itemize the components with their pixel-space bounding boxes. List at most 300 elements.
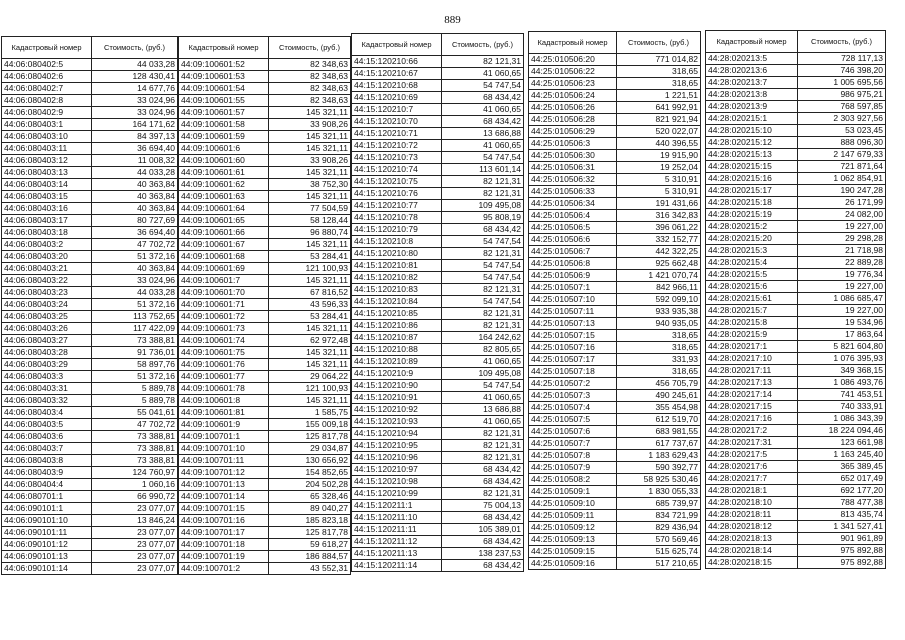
cadastral-number-cell: 44:28:020213:9 [706,101,798,113]
table-row [179,347,351,359]
table-row [179,251,351,263]
cadastral-number-cell: 44:25:010507:4 [529,402,617,414]
table-row [2,491,178,503]
cadastral-number-cell: 44:15:120210:87 [352,332,442,344]
cadastral-number-cell: 44:09:100601:55 [179,95,269,107]
cadastral-number-cell: 44:06:090101:13 [2,551,92,563]
table-row [2,107,178,119]
table-row [179,563,351,575]
cost-cell: 204 502,28 [269,479,351,491]
cadastral-number-cell: 44:09:100601:59 [179,131,269,143]
cadastral-number-cell: 44:09:100601:61 [179,167,269,179]
table-row [706,341,886,353]
table-row [529,54,701,66]
cadastral-number-cell: 44:15:120210:97 [352,464,442,476]
cadastral-number-cell: 44:25:010506:26 [529,102,617,114]
table-row [2,287,178,299]
cadastral-number-cell: 44:15:120210:67 [352,68,442,80]
cadastral-number-cell: 44:15:120210:98 [352,476,442,488]
cost-cell: 125 817,78 [269,527,351,539]
cadastral-number-cell: 44:06:080403:22 [2,275,92,287]
cadastral-number-cell: 44:25:010506:4 [529,210,617,222]
table-row [706,461,886,473]
cost-cell: 318,65 [617,342,701,354]
table-row [352,380,524,392]
cost-cell: 1 421 070,74 [617,270,701,282]
cost-cell: 89 040,27 [269,503,351,515]
cost-cell: 365 389,45 [798,461,886,473]
table-row [352,476,524,488]
table-row [529,438,701,450]
cost-cell: 73 388,81 [92,335,178,347]
cadastral-number-cell: 44:06:090101:12 [2,539,92,551]
table-row [179,539,351,551]
cadastral-number-cell: 44:25:010507:15 [529,330,617,342]
cadastral-number-cell: 44:15:120210:89 [352,356,442,368]
cadastral-number-cell: 44:09:100601:62 [179,179,269,191]
cadastral-number-cell: 44:06:080402:5 [2,59,92,71]
table-row [706,197,886,209]
table-row [706,137,886,149]
cadastral-number-cell: 44:25:010506:9 [529,270,617,282]
table-row [179,215,351,227]
cost-cell: 5 310,91 [617,174,701,186]
cadastral-number-cell: 44:25:010506:30 [529,150,617,162]
cadastral-number-cell: 44:15:120211:13 [352,548,442,560]
cost-cell: 5 821 604,80 [798,341,886,353]
cost-cell: 318,65 [617,78,701,90]
cost-cell: 17 863,64 [798,329,886,341]
cadastral-number-cell: 44:28:020215:13 [706,149,798,161]
cadastral-number-cell: 44:28:020218:11 [706,509,798,521]
table-row [2,443,178,455]
cost-cell: 91 736,01 [92,347,178,359]
table-row [352,332,524,344]
table-row [179,191,351,203]
cost-cell: 75 004,13 [442,500,524,512]
table-row [529,90,701,102]
table-row [179,203,351,215]
cost-cell: 490 245,61 [617,390,701,402]
cadastral-number-cell: 44:06:080403:3 [2,371,92,383]
table-row [2,467,178,479]
header-cost: Стоимость, (руб.) [92,37,178,59]
table-row [2,155,178,167]
table-row [2,239,178,251]
cost-cell: 612 519,70 [617,414,701,426]
table-row [2,95,178,107]
cost-cell: 5 889,78 [92,395,178,407]
cadastral-number-cell: 44:28:020217:2 [706,425,798,437]
cadastral-number-cell: 44:15:120210:77 [352,200,442,212]
table-row [352,116,524,128]
table-row [706,449,886,461]
cadastral-number-cell: 44:15:120210:93 [352,416,442,428]
cadastral-number-cell: 44:09:100601:64 [179,203,269,215]
table-row [179,527,351,539]
table-row [2,203,178,215]
table-row [706,305,886,317]
cost-cell: 1 163 245,40 [798,449,886,461]
cadastral-table-3 [351,33,524,572]
table-row [352,152,524,164]
cadastral-number-cell: 44:09:100701:16 [179,515,269,527]
cadastral-number-cell: 44:28:020217:14 [706,389,798,401]
cadastral-number-cell: 44:06:080403:29 [2,359,92,371]
cadastral-number-cell: 44:09:100601:7 [179,275,269,287]
table-row [529,186,701,198]
table-row [706,473,886,485]
table-row [529,282,701,294]
cadastral-number-cell: 44:25:010506:34 [529,198,617,210]
cost-cell: 53 023,45 [798,125,886,137]
table-row [529,354,701,366]
table-row [179,239,351,251]
cadastral-number-cell: 44:09:100601:72 [179,311,269,323]
cadastral-number-cell: 44:28:020217:13 [706,377,798,389]
table-row [529,450,701,462]
cadastral-number-cell: 44:25:010507:10 [529,294,617,306]
table-row [179,503,351,515]
table-row [529,66,701,78]
cadastral-number-cell: 44:09:100601:54 [179,83,269,95]
cost-cell: 121 100,93 [269,383,351,395]
cadastral-number-cell: 44:25:010506:22 [529,66,617,78]
cost-cell: 138 237,53 [442,548,524,560]
cadastral-number-cell: 44:15:120210:79 [352,224,442,236]
cadastral-number-cell: 44:28:020215:15 [706,161,798,173]
cadastral-number-cell: 44:28:020215:2 [706,221,798,233]
cost-cell: 84 397,13 [92,131,178,143]
cadastral-number-cell: 44:25:010506:20 [529,54,617,66]
cost-cell: 73 388,81 [92,443,178,455]
table-row [706,65,886,77]
cost-cell: 842 966,11 [617,282,701,294]
cost-cell: 1 086 685,47 [798,293,886,305]
cost-cell: 23 077,07 [92,503,178,515]
cadastral-number-cell: 44:06:080403:27 [2,335,92,347]
cadastral-number-cell: 44:28:020215:16 [706,173,798,185]
table-row [2,455,178,467]
cadastral-number-cell: 44:28:020213:8 [706,89,798,101]
cost-cell: 685 739,97 [617,498,701,510]
cadastral-number-cell: 44:06:080403:12 [2,155,92,167]
table-row [529,342,701,354]
cadastral-number-cell: 44:06:080403:2 [2,239,92,251]
table-row [352,176,524,188]
table-row [529,390,701,402]
cadastral-number-cell: 44:15:120210:90 [352,380,442,392]
cadastral-number-cell: 44:28:020213:7 [706,77,798,89]
table-row [179,383,351,395]
table-row [352,224,524,236]
table-row [2,227,178,239]
table-row [2,539,178,551]
table-row [529,78,701,90]
cost-cell: 318,65 [617,66,701,78]
cost-cell: 82 121,31 [442,440,524,452]
cadastral-number-cell: 44:06:080403:5 [2,419,92,431]
cadastral-number-cell: 44:25:010506:7 [529,246,617,258]
cost-cell: 155 009,18 [269,419,351,431]
cadastral-number-cell: 44:06:080403:8 [2,455,92,467]
cadastral-number-cell: 44:25:010506:31 [529,162,617,174]
cadastral-number-cell: 44:09:100601:68 [179,251,269,263]
table-row [352,392,524,404]
table-row [529,534,701,546]
cost-cell: 117 422,09 [92,323,178,335]
cost-cell: 77 504,59 [269,203,351,215]
cadastral-number-cell: 44:25:010506:3 [529,138,617,150]
table-row [2,167,178,179]
cost-cell: 80 727,69 [92,215,178,227]
table-row [529,558,701,570]
cadastral-number-cell: 44:15:120210:75 [352,176,442,188]
table-row [2,59,178,71]
table-row [529,522,701,534]
cost-cell: 54 747,54 [442,80,524,92]
table-row [529,546,701,558]
table-row [179,119,351,131]
cost-cell: 145 321,11 [269,239,351,251]
table-row [352,284,524,296]
cadastral-number-cell: 44:15:120210:68 [352,80,442,92]
cost-cell: 517 210,65 [617,558,701,570]
table-row [529,198,701,210]
table-row [2,527,178,539]
cadastral-number-cell: 44:25:010509:13 [529,534,617,546]
cost-cell: 316 342,83 [617,210,701,222]
cadastral-number-cell: 44:09:100601:76 [179,359,269,371]
cadastral-number-cell: 44:25:010506:6 [529,234,617,246]
table-row [706,233,886,245]
table-row [179,359,351,371]
table-row [529,174,701,186]
table-row [179,443,351,455]
table-row [352,68,524,80]
cost-cell: 23 077,07 [92,563,178,575]
table-row [529,378,701,390]
cost-cell: 40 363,84 [92,191,178,203]
cost-cell: 40 363,84 [92,179,178,191]
table-row [179,371,351,383]
cost-cell: 59 618,27 [269,539,351,551]
cost-cell: 145 321,11 [269,275,351,287]
cost-cell: 145 321,11 [269,347,351,359]
cadastral-number-cell: 44:15:120210:91 [352,392,442,404]
cadastral-number-cell: 44:09:100601:78 [179,383,269,395]
cost-cell: 44 033,28 [92,59,178,71]
cost-cell: 901 961,89 [798,533,886,545]
cadastral-number-cell: 44:25:010506:28 [529,114,617,126]
table-row [706,113,886,125]
cost-cell: 68 434,42 [442,512,524,524]
table-row [352,536,524,548]
table-row [529,234,701,246]
cost-cell: 68 434,42 [442,224,524,236]
table-row [529,426,701,438]
table-row [179,263,351,275]
table-row [179,419,351,431]
cadastral-number-cell: 44:15:120210:84 [352,296,442,308]
cost-cell: 888 096,30 [798,137,886,149]
cost-cell: 940 935,05 [617,318,701,330]
cadastral-number-cell: 44:09:100601:75 [179,347,269,359]
table-row [179,335,351,347]
cost-cell: 318,65 [617,366,701,378]
cost-cell: 933 935,38 [617,306,701,318]
cost-cell: 44 033,28 [92,167,178,179]
cadastral-number-cell: 44:15:120210:8 [352,236,442,248]
cost-cell: 68 434,42 [442,464,524,476]
table-row [179,299,351,311]
cost-cell: 33 024,96 [92,95,178,107]
cost-cell: 82 348,63 [269,95,351,107]
table-row [706,509,886,521]
table-row [2,323,178,335]
cost-cell: 54 747,54 [442,272,524,284]
cost-cell: 145 321,11 [269,323,351,335]
table-row [179,71,351,83]
table-row [179,431,351,443]
cadastral-number-cell: 44:28:020217:6 [706,461,798,473]
table-row [529,246,701,258]
table-row [352,320,524,332]
cost-cell: 692 177,20 [798,485,886,497]
cadastral-number-cell: 44:15:120210:88 [352,344,442,356]
cost-cell: 1 086 343,39 [798,413,886,425]
cost-cell: 82 121,31 [442,284,524,296]
cadastral-number-cell: 44:25:010506:29 [529,126,617,138]
cost-cell: 82 348,63 [269,71,351,83]
cost-cell: 43 552,31 [269,563,351,575]
cadastral-number-cell: 44:06:080402:9 [2,107,92,119]
table-row [529,414,701,426]
table-row [352,164,524,176]
cadastral-number-cell: 44:09:100701:19 [179,551,269,563]
table-row [352,272,524,284]
cost-cell: 741 453,51 [798,389,886,401]
table-row [352,248,524,260]
cost-cell: 1 076 395,93 [798,353,886,365]
cost-cell: 82 121,31 [442,452,524,464]
table-row [2,275,178,287]
cost-cell: 51 372,16 [92,299,178,311]
cadastral-table-1 [1,36,178,575]
cost-cell: 721 871,64 [798,161,886,173]
table-row [2,479,178,491]
cost-cell: 26 171,99 [798,197,886,209]
cadastral-number-cell: 44:06:080403:6 [2,431,92,443]
table-row [352,548,524,560]
cadastral-number-cell: 44:06:080403:16 [2,203,92,215]
cost-cell: 21 718,98 [798,245,886,257]
table-row [706,101,886,113]
cadastral-number-cell: 44:25:010509:12 [529,522,617,534]
cadastral-number-cell: 44:28:020215:1 [706,113,798,125]
table-row [706,161,886,173]
table-row [352,104,524,116]
cadastral-number-cell: 44:25:010506:33 [529,186,617,198]
cadastral-number-cell: 44:06:080403:18 [2,227,92,239]
cadastral-number-cell: 44:09:100601:52 [179,59,269,71]
cadastral-number-cell: 44:09:100601:67 [179,239,269,251]
cadastral-number-cell: 44:06:080701:1 [2,491,92,503]
table-row [352,128,524,140]
cadastral-number-cell: 44:25:010507:13 [529,318,617,330]
table-row [179,311,351,323]
table-row [352,452,524,464]
cost-cell: 29 034,87 [269,443,351,455]
table-row [2,359,178,371]
cadastral-number-cell: 44:28:020215:12 [706,137,798,149]
cadastral-number-cell: 44:15:120211:12 [352,536,442,548]
cadastral-number-cell: 44:25:010506:24 [529,90,617,102]
cost-cell: 121 100,93 [269,263,351,275]
cost-cell: 164 171,62 [92,119,178,131]
cadastral-number-cell: 44:25:010509:16 [529,558,617,570]
cost-cell: 1 086 493,76 [798,377,886,389]
table-row [179,479,351,491]
cost-cell: 164 242,62 [442,332,524,344]
table-row [352,140,524,152]
cadastral-number-cell: 44:25:010507:11 [529,306,617,318]
table-row [2,179,178,191]
table-row [706,173,886,185]
cadastral-number-cell: 44:09:100601:6 [179,143,269,155]
cost-cell: 82 121,31 [442,428,524,440]
cost-cell: 47 702,72 [92,419,178,431]
cadastral-number-cell: 44:09:100601:69 [179,263,269,275]
cost-cell: 652 017,49 [798,473,886,485]
cadastral-number-cell: 44:09:100701:17 [179,527,269,539]
cost-cell: 14 677,76 [92,83,178,95]
cadastral-number-cell: 44:15:120211:1 [352,500,442,512]
cadastral-number-cell: 44:28:020215:19 [706,209,798,221]
table-row [179,131,351,143]
cadastral-number-cell: 44:28:020217:16 [706,413,798,425]
cost-cell: 331,93 [617,354,701,366]
cadastral-number-cell: 44:06:080402:8 [2,95,92,107]
table-row [179,395,351,407]
cadastral-number-cell: 44:15:120210:85 [352,308,442,320]
table-row [352,296,524,308]
cadastral-number-cell: 44:28:020215:9 [706,329,798,341]
table-row [179,275,351,287]
table-row [706,245,886,257]
cost-cell: 41 060,65 [442,68,524,80]
table-row [706,209,886,221]
table-row [352,416,524,428]
cost-cell: 925 662,48 [617,258,701,270]
table-row [706,497,886,509]
cadastral-number-cell: 44:06:090101:1 [2,503,92,515]
header-cadastral-number: Кадастровый номер [352,34,442,56]
cost-cell: 617 737,67 [617,438,701,450]
cadastral-number-cell: 44:15:120210:86 [352,320,442,332]
table-row [352,368,524,380]
cost-cell: 145 321,11 [269,359,351,371]
cadastral-number-cell: 44:15:120211:10 [352,512,442,524]
cost-cell: 1 060,16 [92,479,178,491]
cost-cell: 829 436,94 [617,522,701,534]
cost-cell: 746 398,20 [798,65,886,77]
table-row [529,102,701,114]
cadastral-number-cell: 44:15:120210:92 [352,404,442,416]
cadastral-number-cell: 44:28:020217:11 [706,365,798,377]
cadastral-number-cell: 44:28:020215:5 [706,269,798,281]
table-row [529,474,701,486]
